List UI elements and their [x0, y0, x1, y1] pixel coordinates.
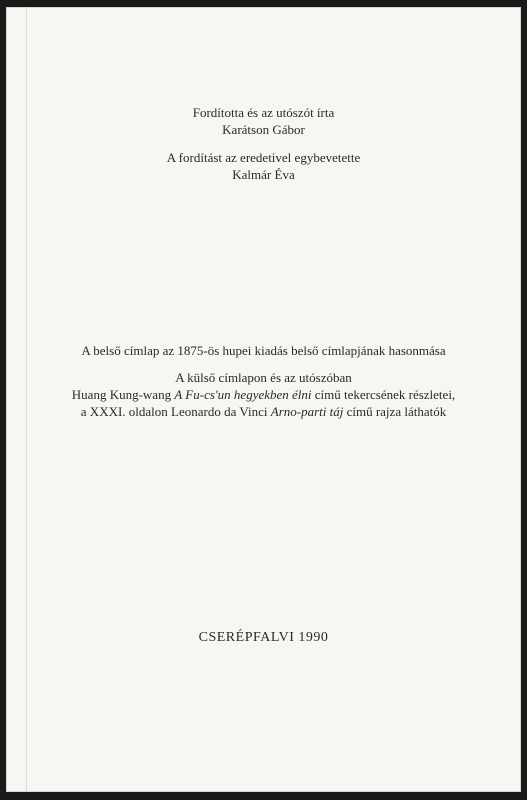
book-page: [6, 7, 521, 792]
outer-cover-note: A külső címlapon és az utószóban: [175, 370, 352, 385]
inner-title-note: A belső címlap az 1875-ös hupei kiadás belső címlapjának hasonmása: [81, 343, 446, 358]
translator-credit: Fordította és az utószót írta: [192, 105, 335, 120]
translator-name: Karátson Gábor: [222, 122, 305, 137]
huang-kung-wang-note: [6, 386, 521, 403]
scroll-title: A Fu-cs'un hegyekben élni: [174, 387, 312, 402]
reviewer-credit: A fordítást az eredetivel egybevetette: [166, 150, 361, 165]
note-text: című rajza láthatók: [343, 404, 447, 419]
note-text: a XXXI. oldalon Leonardo da Vinci: [80, 404, 271, 419]
note-text: Huang Kung-wang: [71, 387, 175, 402]
note-text: című tekercsének részletei,: [311, 387, 456, 402]
publisher-imprint: CSERÉPFALVI 1990: [198, 630, 329, 645]
drawing-title: Arno-parti táj: [270, 404, 344, 419]
leonardo-note: [6, 403, 521, 420]
reviewer-name: Kalmár Éva: [232, 167, 295, 182]
